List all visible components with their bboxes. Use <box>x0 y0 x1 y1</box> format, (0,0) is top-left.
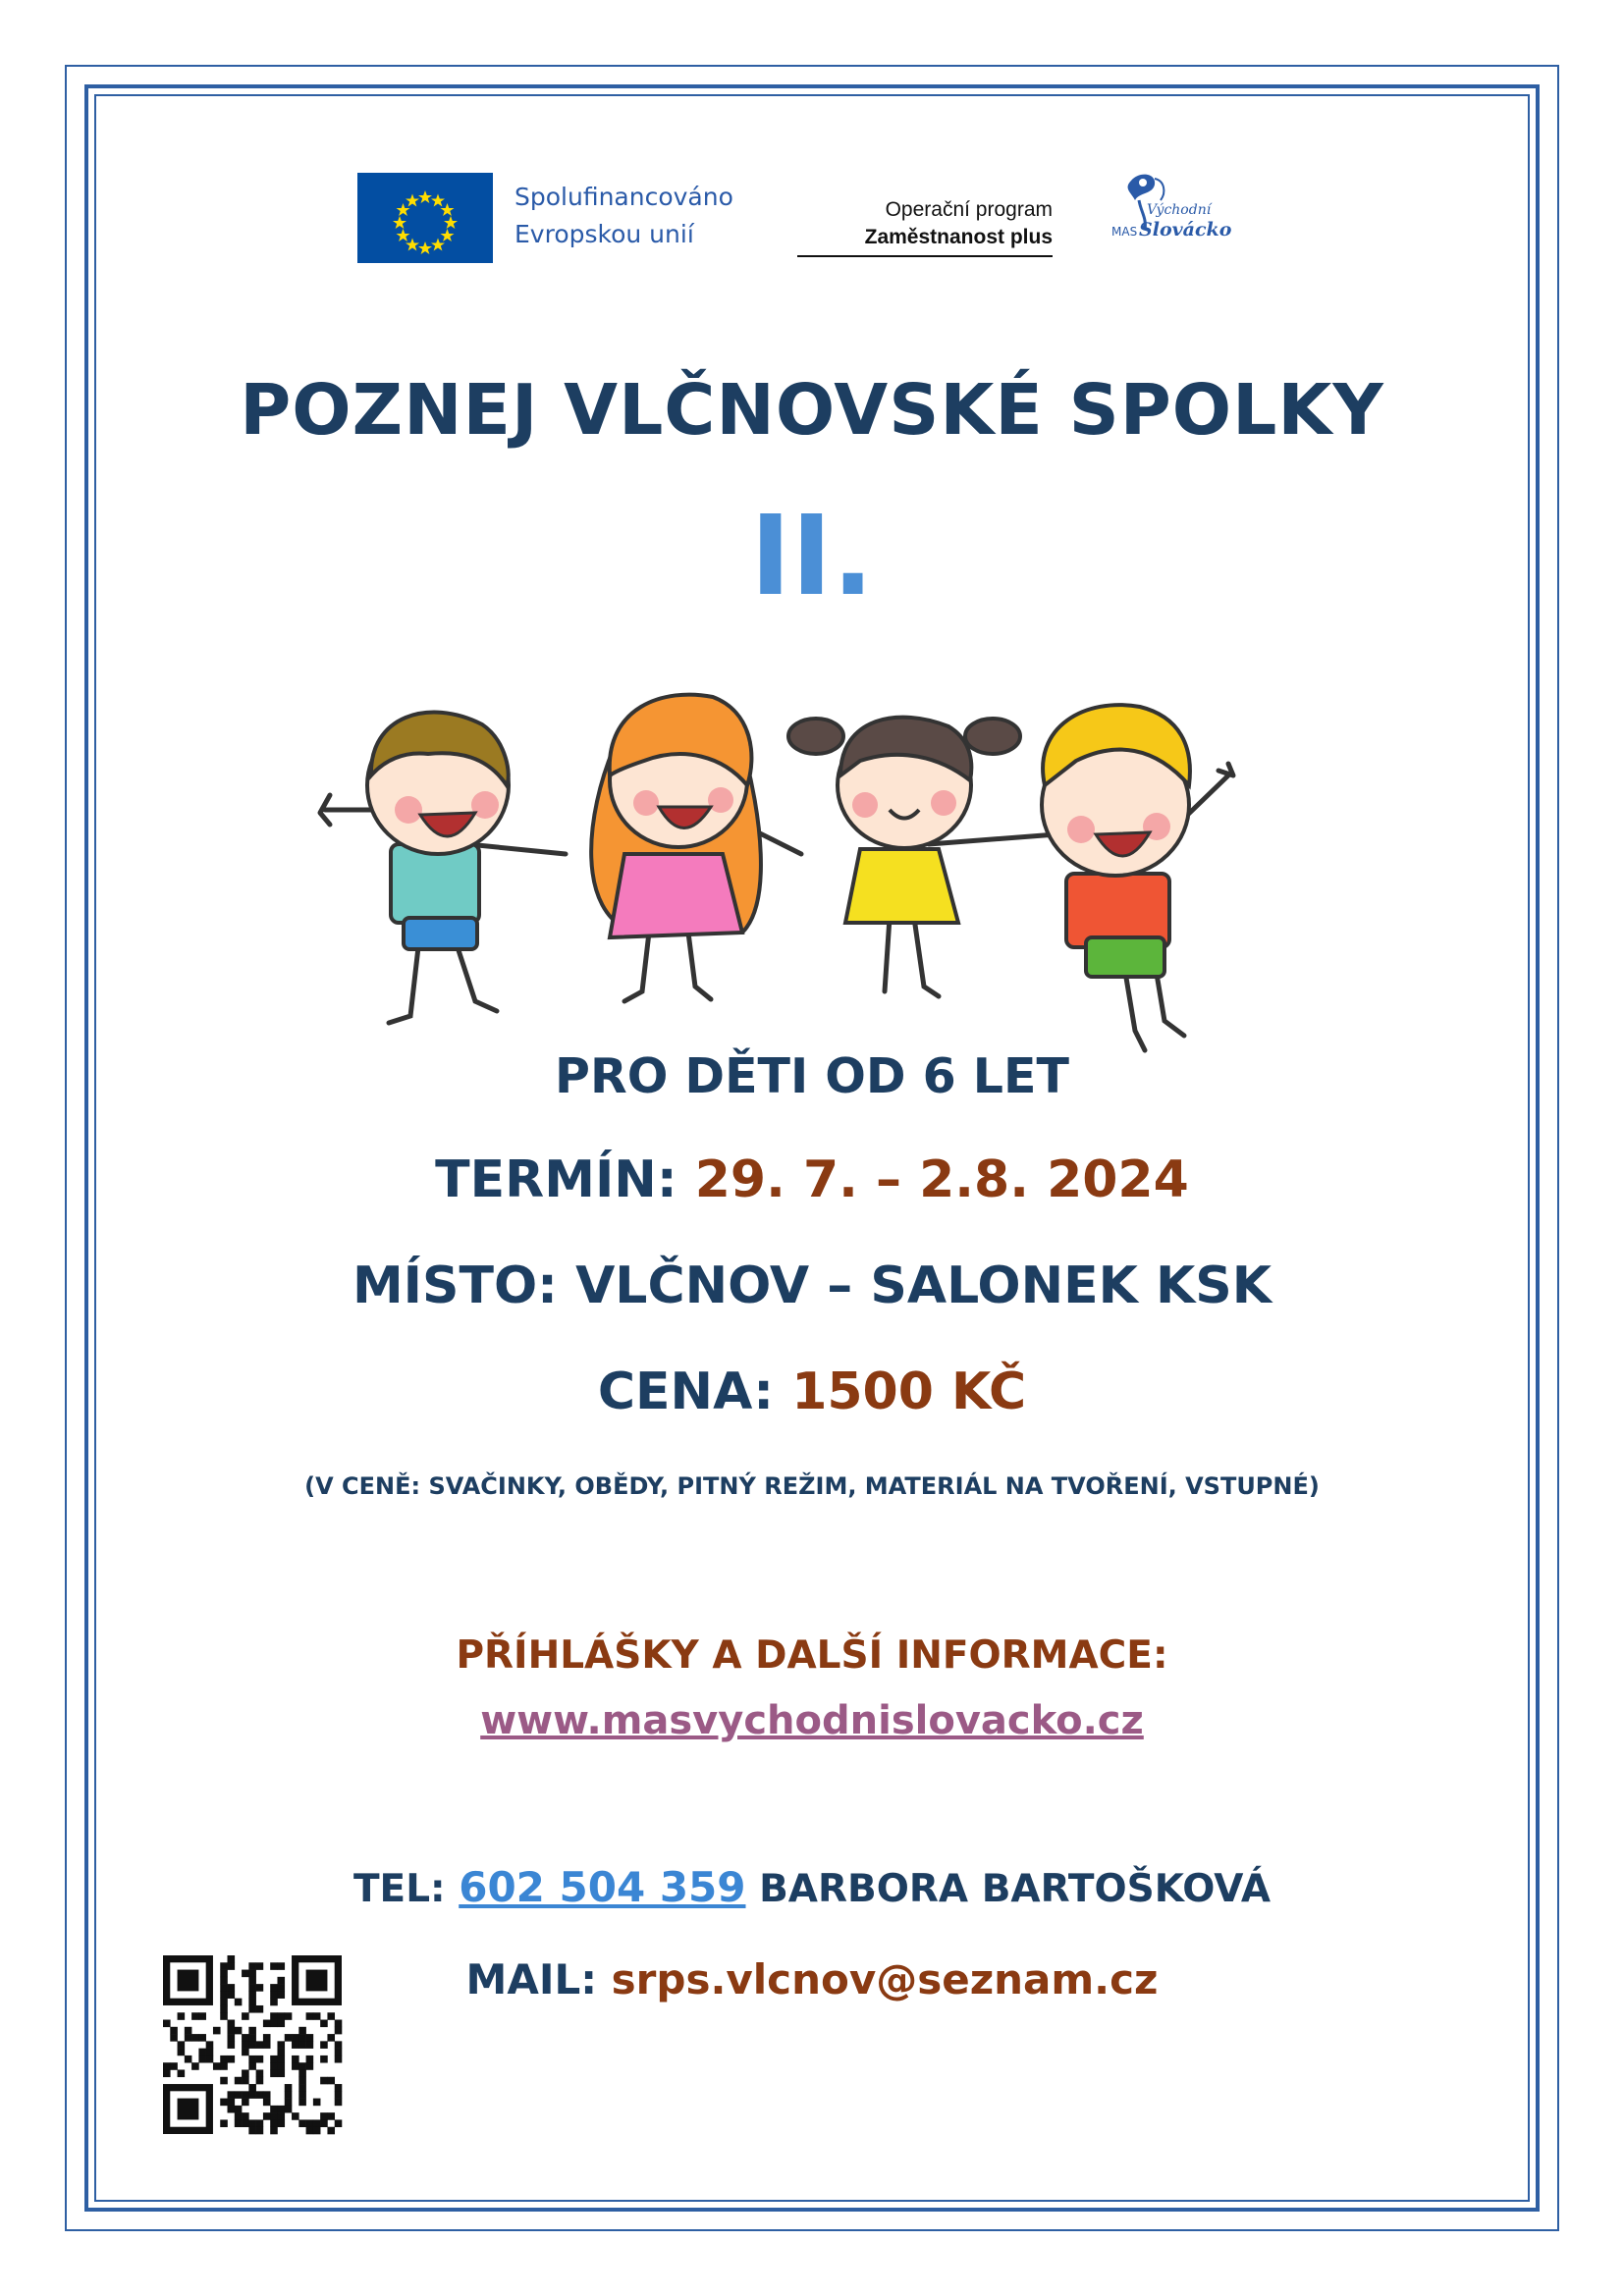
registration-heading: PŘÍHLÁŠKY A DALŠÍ INFORMACE: <box>456 1633 1168 1678</box>
mas-vychodni-slovacko-logo <box>1110 171 1232 253</box>
price-line <box>0 1362 1624 1421</box>
mas-left-text: MAS <box>1111 225 1138 239</box>
price-includes: (V CENĚ: SVAČINKY, OBĚDY, PITNÝ REŽIM, MATERIÁL NA TVOŘENÍ, VSTUPNÉ) <box>304 1472 1320 1500</box>
place-value: VLČNOV – SALONEK KSK <box>575 1256 1272 1315</box>
place-line <box>0 1256 1624 1315</box>
mas-main-text: Slovácko <box>1139 219 1232 240</box>
price-label: CENA: <box>597 1362 775 1421</box>
place-label: MÍSTO: <box>352 1256 558 1315</box>
operational-program-text <box>797 196 1053 251</box>
eu-line-2: Evropskou unií <box>514 220 694 248</box>
op-underline <box>797 255 1053 257</box>
price-value: 1500 KČ <box>791 1362 1027 1421</box>
mail-address[interactable]: srps.vlcnov@seznam.cz <box>611 1955 1159 2003</box>
op-line-2: Zaměstnanost plus <box>864 226 1053 248</box>
website-link[interactable]: www.masvychodnislovacko.cz <box>480 1698 1144 1743</box>
term-label: TERMÍN: <box>435 1150 677 1209</box>
sponsor-logos <box>357 173 1241 267</box>
term-value: 29. 7. – 2.8. 2024 <box>694 1150 1189 1209</box>
op-line-1: Operační program <box>885 198 1053 221</box>
children-illustration <box>310 638 1302 1070</box>
tel-label: TEL: <box>352 1867 446 1911</box>
mail-label: MAIL: <box>465 1955 598 2003</box>
tel-line <box>0 1863 1624 1911</box>
mas-top-text: Východní <box>1147 202 1212 218</box>
edition-number: II. <box>750 493 874 620</box>
page-title: POZNEJ VLČNOVSKÉ SPOLKY <box>240 369 1384 451</box>
eu-cofinanced-text <box>514 179 733 253</box>
phone-link[interactable]: 602 504 359 <box>459 1863 746 1911</box>
qr-code-icon[interactable] <box>163 1955 342 2134</box>
eu-flag-icon <box>357 173 493 263</box>
eu-line-1: Spolufinancováno <box>514 183 733 211</box>
term-line <box>0 1150 1624 1209</box>
contact-name: BARBORA BARTOŠKOVÁ <box>759 1867 1272 1911</box>
age-info: PRO DĚTI OD 6 LET <box>555 1048 1069 1104</box>
